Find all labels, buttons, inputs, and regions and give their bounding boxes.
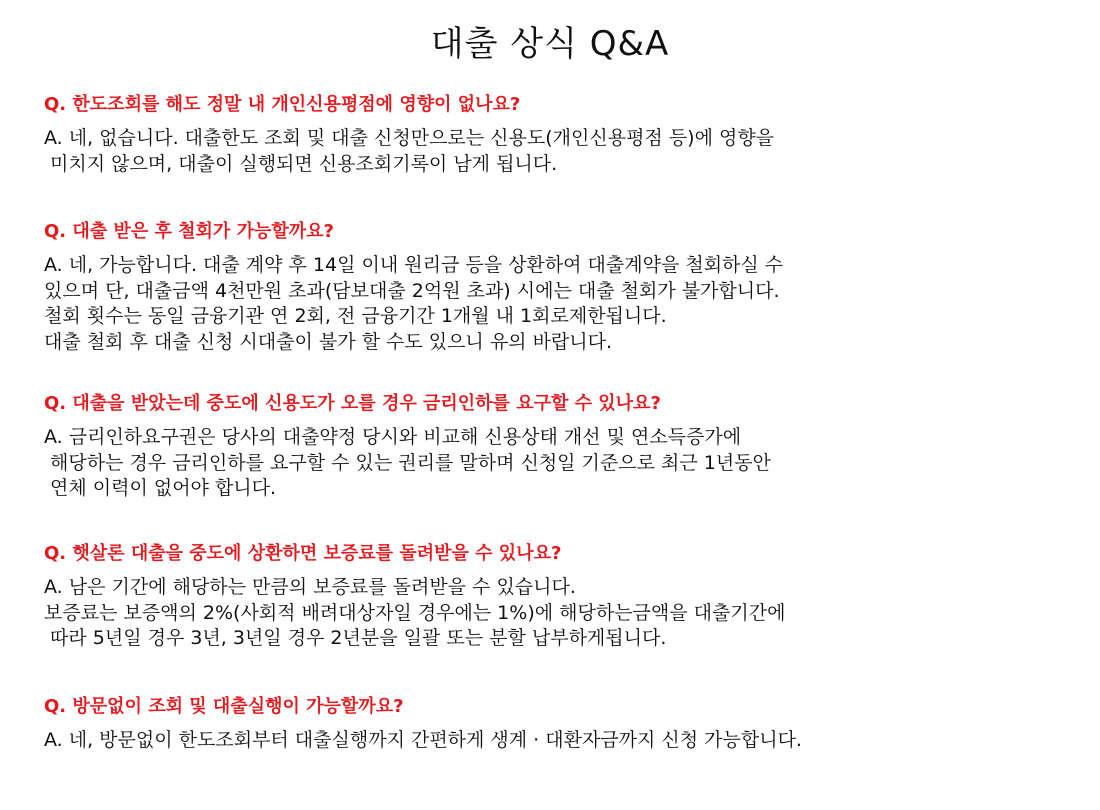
answer-4-line-2: 보증료는 보증액의 2%(사회적 배려대상자일 경우에는 1%)에 해당하는금액을 대출기간에 — [44, 601, 786, 624]
answer-5 — [44, 728, 1084, 754]
question-5: Q. 방문없이 조회 및 대출실행이 가능할까요? — [44, 696, 404, 717]
answer-3-line-1: A. 금리인하요구권은 당사의 대출약정 당시와 비교해 신용상태 개선 및 연소득증가에 — [44, 426, 742, 448]
answer-2-line-3: 철회 횟수는 동일 금융기관 연 2회, 전 금융기간 1개월 내 1회로제한됩니다. — [44, 305, 667, 327]
qa-item-3 — [44, 391, 1084, 502]
question-4: Q. 햇살론 대출을 중도에 상환하면 보증료를 돌려받을 수 있나요? — [44, 543, 562, 564]
answer-3-line-3: 연체 이력이 없어야 합니다. — [50, 477, 277, 499]
answer-3 — [44, 425, 1084, 502]
answer-2-line-1: A. 네, 가능합니다. 대출 계약 후 14일 이내 원리금 등을 상환하여 대출계약을 철회하실 수 — [44, 254, 784, 276]
qa-item-4 — [44, 541, 1084, 652]
answer-1-line-2: 미치지 않으며, 대출이 실행되면 신용조회기록이 남게 됩니다. — [50, 152, 558, 175]
qa-item-5 — [44, 694, 1084, 754]
answer-4-line-3: 따라 5년일 경우 3년, 3년일 경우 2년분을 일괄 또는 분할 납부하게됩니다. — [50, 627, 667, 649]
answer-2 — [44, 253, 1084, 355]
question-2: Q. 대출 받은 후 철회가 가능할까요? — [44, 221, 334, 242]
answer-4 — [44, 575, 1084, 652]
qa-item-2 — [44, 219, 1084, 355]
question-3: Q. 대출을 받았는데 중도에 신용도가 오를 경우 금리인하를 요구할 수 있나요? — [44, 393, 661, 414]
answer-1-line-1: A. 네, 없습니다. 대출한도 조회 및 대출 신청만으로는 신용도(개인신용평점 등)에 영향을 — [44, 127, 775, 149]
answer-1 — [44, 126, 1084, 177]
answer-3-line-2: 해당하는 경우 금리인하를 요구할 수 있는 권리를 말하며 신청일 기준으로 최근 1년동안 — [50, 451, 771, 474]
qa-item-1 — [44, 92, 1084, 177]
answer-2-line-2: 있으며 단, 대출금액 4천만원 초과(담보대출 2억원 초과) 시에는 대출 철회가 불가합니다. — [44, 279, 780, 302]
answer-4-line-1: A. 남은 기간에 해당하는 만큼의 보증료를 돌려받을 수 있습니다. — [44, 576, 576, 598]
answer-2-line-4: 대출 철회 후 대출 신청 시대출이 불가 할 수도 있으니 유의 바랍니다. — [44, 330, 613, 353]
page-title: 대출 상식 Q&A — [430, 24, 670, 64]
question-1: Q. 한도조회를 해도 정말 내 개인신용평점에 영향이 없나요? — [44, 94, 521, 115]
answer-5-line-1: A. 네, 방문없이 한도조회부터 대출실행까지 간편하게 생계 · 대환자금까지 신청 가능합니다. — [44, 729, 802, 751]
